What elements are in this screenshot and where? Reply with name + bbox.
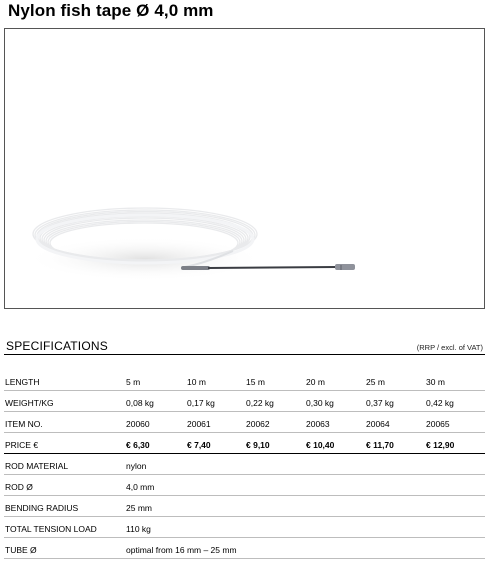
table-row-length — [4, 371, 485, 391]
property-row-rod-diameter — [4, 476, 485, 496]
table-cell: 0,37 kg — [366, 398, 394, 408]
nylon-fish-tape-coil-image — [5, 29, 484, 308]
property-value: 110 kg — [126, 524, 151, 534]
specifications-header — [4, 338, 485, 355]
table-cell: 25 m — [366, 377, 385, 387]
specifications-title: SPECIFICATIONS — [6, 339, 108, 353]
page-title: Nylon fish tape Ø 4,0 mm — [8, 1, 214, 20]
property-row-bending-radius — [4, 497, 485, 517]
property-label: BENDING RADIUS — [5, 503, 79, 513]
property-row-rod-material — [4, 455, 485, 475]
table-cell: 20062 — [246, 419, 270, 429]
property-row-tube-diameter — [4, 539, 485, 559]
price-note: (RRP / excl. of VAT) — [416, 343, 483, 352]
property-value: 25 mm — [126, 503, 152, 513]
table-cell: 20063 — [306, 419, 330, 429]
table-cell: 0,22 kg — [246, 398, 274, 408]
table-cell: 20065 — [426, 419, 450, 429]
table-cell: 0,42 kg — [426, 398, 454, 408]
specifications-table — [4, 371, 485, 560]
price-cell: € 7,40 — [187, 440, 211, 450]
table-cell: 0,08 kg — [126, 398, 154, 408]
property-label: TOTAL TENSION LOAD — [5, 524, 97, 534]
property-value: optimal from 16 mm – 25 mm — [126, 545, 237, 555]
table-cell: 20060 — [126, 419, 150, 429]
property-label: TUBE Ø — [5, 545, 37, 555]
table-cell: 30 m — [426, 377, 445, 387]
table-cell: 20 m — [306, 377, 325, 387]
table-row-price — [4, 434, 485, 454]
row-label: PRICE € — [5, 440, 39, 450]
property-label: ROD MATERIAL — [5, 461, 69, 471]
property-label: ROD Ø — [5, 482, 33, 492]
price-cell: € 10,40 — [306, 440, 335, 450]
table-row-weight — [4, 392, 485, 412]
table-cell: 15 m — [246, 377, 265, 387]
price-cell: € 12,90 — [426, 440, 455, 450]
price-cell: € 9,10 — [246, 440, 270, 450]
property-value: nylon — [126, 461, 147, 471]
property-row-tension-load — [4, 518, 485, 538]
table-cell: 0,30 kg — [306, 398, 334, 408]
product-image — [4, 28, 485, 309]
property-value: 4,0 mm — [126, 482, 155, 492]
price-cell: € 6,30 — [126, 440, 150, 450]
table-cell: 5 m — [126, 377, 141, 387]
table-cell: 0,17 kg — [187, 398, 215, 408]
price-cell: € 11,70 — [366, 440, 394, 450]
table-cell: 20064 — [366, 419, 390, 429]
table-cell: 20061 — [187, 419, 211, 429]
table-row-item-no — [4, 413, 485, 433]
row-label: LENGTH — [5, 377, 40, 387]
table-cell: 10 m — [187, 377, 206, 387]
row-label: ITEM NO. — [5, 419, 43, 429]
row-label: WEIGHT/KG — [5, 398, 54, 408]
